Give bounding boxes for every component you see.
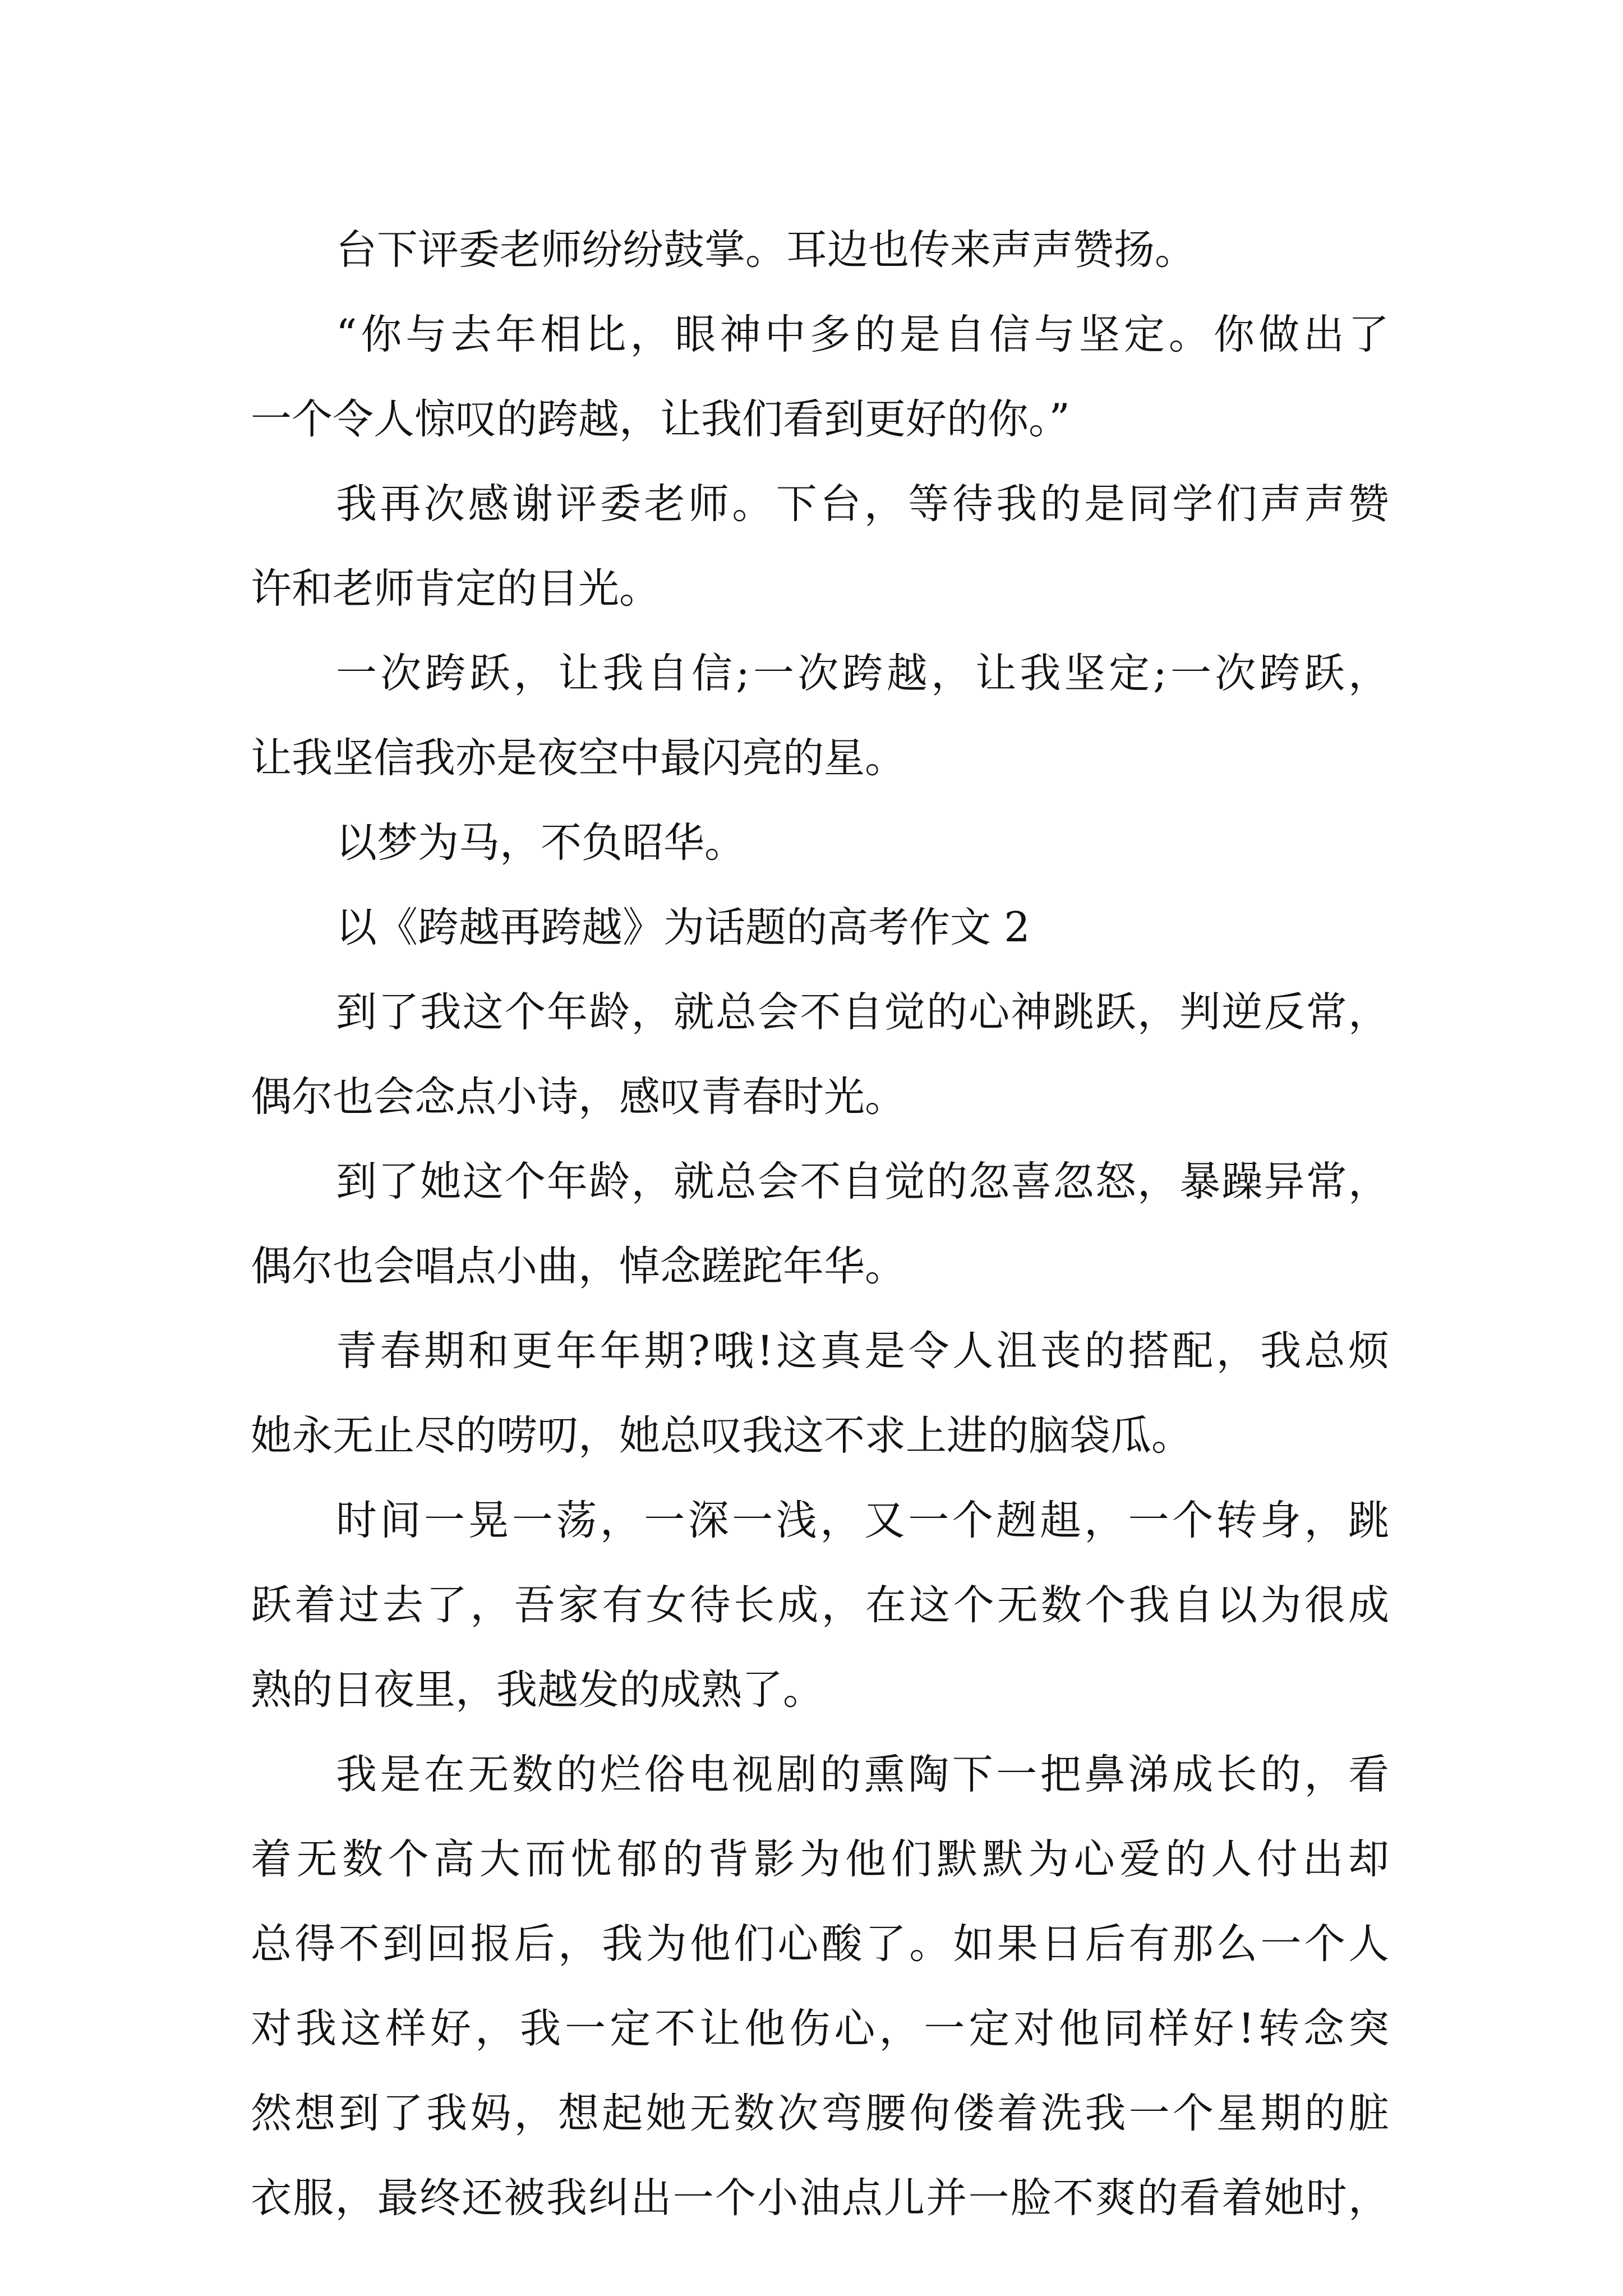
text-line: 以《跨越再跨越》为话题的高考作文 2 xyxy=(336,904,1030,951)
text-line: 总得不到回报后，我为他们心酸了。如果日后有那么一个人 xyxy=(251,1920,1389,1968)
text-line: 我是在无数的烂俗电视剧的熏陶下一把鼻涕成长的，看 xyxy=(336,1751,1389,1798)
essay-text xyxy=(251,208,1389,2240)
text-line: 熟的日夜里，我越发的成熟了。 xyxy=(251,1666,824,1714)
text-line: “你与去年相比，眼神中多的是自信与坚定。你做出了 xyxy=(336,311,1389,358)
text-line: 让我坚信我亦是夜空中最闪亮的星。 xyxy=(251,734,906,782)
text-line: 偶尔也会念点小诗，感叹青春时光。 xyxy=(251,1073,906,1121)
text-line: 一次跨跃，让我自信;一次跨越，让我坚定;一次跨跃， xyxy=(336,650,1389,697)
text-line: 然想到了我妈，想起她无数次弯腰佝偻着洗我一个星期的脏 xyxy=(251,2090,1389,2137)
text-line: 跃着过去了，吾家有女待长成，在这个无数个我自以为很成 xyxy=(251,1581,1389,1629)
text-line: 她永无止尽的唠叨，她总叹我这不求上进的脑袋瓜。 xyxy=(251,1412,1192,1460)
text-line: 偶尔也会唱点小曲，悼念蹉跎年华。 xyxy=(251,1243,906,1290)
text-line: 许和老师肯定的目光。 xyxy=(251,565,660,613)
text-line: 时间一晃一荡，一深一浅，又一个趔趄，一个转身，跳 xyxy=(336,1497,1389,1544)
text-line: 我再次感谢评委老师。下台，等待我的是同学们声声赞 xyxy=(336,480,1389,528)
text-line: 一个令人惊叹的跨越，让我们看到更好的你。” xyxy=(251,395,1070,443)
text-line: 到了我这个年龄，就总会不自觉的心神跳跃，判逆反常， xyxy=(336,988,1389,1036)
text-line: 对我这样好，我一定不让他伤心，一定对他同样好!转念突 xyxy=(251,2005,1389,2053)
text-line: 以梦为马，不负昭华。 xyxy=(336,819,745,867)
text-line: 衣服，最终还被我纠出一个小油点儿并一脸不爽的看着她时， xyxy=(251,2174,1389,2222)
text-line: 台下评委老师纷纷鼓掌。耳边也传来声声赞扬。 xyxy=(336,226,1196,274)
text-line: 着无数个高大而忧郁的背影为他们默默为心爱的人付出却 xyxy=(251,1835,1389,1883)
text-line: 青春期和更年年期?哦!这真是令人沮丧的搭配，我总烦 xyxy=(336,1327,1389,1375)
text-line: 到了她这个年龄，就总会不自觉的忽喜忽怒，暴躁异常， xyxy=(336,1158,1389,1205)
